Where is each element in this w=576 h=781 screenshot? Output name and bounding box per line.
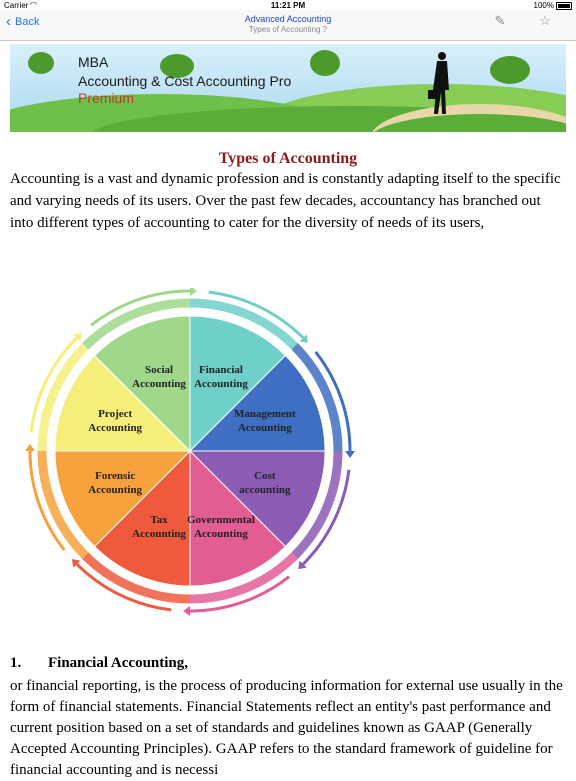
section-number: 1. [10, 655, 22, 671]
wheel-segment-label: Project Accounting [88, 408, 143, 435]
edit-icon[interactable]: ✎ [494, 13, 506, 28]
wheel-arrow-head [190, 288, 197, 296]
wheel-arrow-head [183, 606, 190, 616]
wheel-segment-label: Governmental Accounting [187, 513, 255, 540]
section-body-financial-accounting: or financial reporting, is the process of producing information for external use usually in the form of financial statements. Financial Statements reflect an entity's past performance and current position based on a set of standards and guidelines known as GAAP (Generally Accepted Accounting Principles). GAAP refers to the standard framework of guideline for financial accounting and is necessi [10, 678, 563, 778]
nav-subtitle: Types of Accounting ? [248, 25, 328, 34]
section-heading-text: Financial Accounting, [48, 655, 189, 671]
banner-text-mba: MBA [78, 54, 109, 70]
carrier-label: Carrier [4, 1, 29, 10]
wheel-segment-label: Management Accounting [233, 408, 296, 435]
status-bar [0, 0, 576, 10]
banner-text-premium: Premium [78, 90, 135, 106]
wifi-icon: ◠ [30, 0, 37, 9]
wheel-arrow-head [345, 451, 355, 458]
banner-tree [310, 50, 340, 76]
battery-icon [556, 2, 572, 10]
app-banner [10, 44, 566, 132]
intro-paragraph: Accounting is a vast and dynamic profession and is constantly adapting itself to the specific and varying needs of its users. Over the past few decades, accountancy has branched out into different types of accounting to cater for the diversity of needs of its users, [10, 171, 561, 231]
navigation-bar [0, 10, 576, 41]
article-content [10, 150, 566, 778]
article-title: Types of Accounting [218, 150, 358, 167]
back-label: Back [15, 16, 40, 28]
wheel-segment-label: Forensic Accounting [88, 469, 143, 496]
wheel-segment-label: Social Accounting [132, 364, 186, 391]
banner-tree [28, 52, 54, 74]
wheel-segment-label: Cost accounting [239, 469, 291, 496]
accounting-types-wheel [10, 288, 566, 618]
banner-text-app-name: Accounting & Cost Accounting Pro [78, 73, 292, 89]
chevron-left-icon: ‹ [6, 13, 11, 30]
section-heading-financial-accounting [10, 655, 188, 672]
nav-title: Advanced Accounting [244, 14, 332, 24]
wheel-segment-label: Financial Accounting [194, 364, 248, 391]
banner-tree [490, 56, 530, 84]
status-time: 11:21 PM [270, 1, 306, 10]
star-icon[interactable]: ☆ [539, 13, 551, 28]
walking-man-icon [426, 50, 456, 120]
wheel-segment-label: Tax Accounting [132, 513, 186, 540]
wheel-arrow-head [25, 444, 35, 451]
battery-percent: 100% [533, 1, 554, 10]
